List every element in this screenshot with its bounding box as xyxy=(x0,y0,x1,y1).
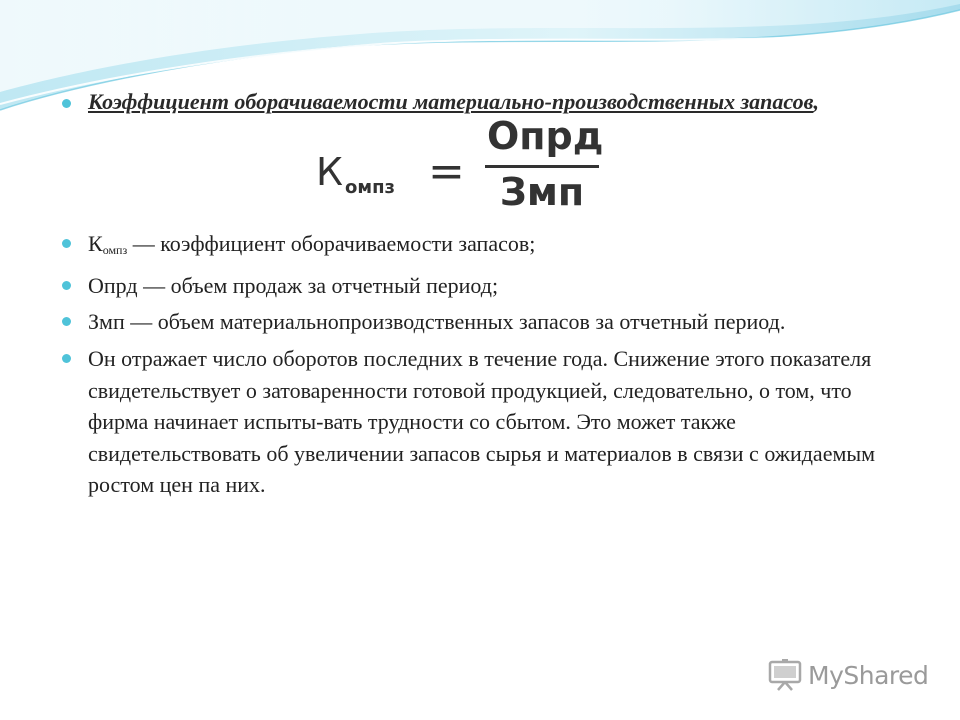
slide-content xyxy=(62,88,922,501)
definition-symbol: К xyxy=(88,231,103,256)
bullet-dot xyxy=(62,354,71,363)
formula-lhs-sub: омпз xyxy=(344,177,395,198)
bullet-dot xyxy=(62,281,71,290)
heading-item xyxy=(62,88,922,116)
formula-lhs xyxy=(316,150,395,198)
formula-equals: = xyxy=(428,146,465,197)
watermark-text: MyShared xyxy=(808,660,929,690)
bullet-dot xyxy=(62,99,71,108)
definition-text: Опрд — объем продаж за отчетный период; xyxy=(88,273,499,298)
definition-item xyxy=(62,306,808,337)
slide-heading xyxy=(88,88,922,116)
heading-suffix: , xyxy=(813,89,819,114)
explanation-paragraph: Он отражает число оборотов последних в течение года. Снижение этого показателя свидетельствует о затоваренности готовой продукцией, следовательно, о том, что фирма начинает испыты-вать трудности со сбытом. Это может также свидетельствовать об увеличении запасов сырья и материалов в связи с ожидаемым ростом цен па них. xyxy=(88,346,876,497)
explanation-item xyxy=(62,343,908,501)
definition-text: — коэффициент оборачиваемости запасов; xyxy=(127,231,536,256)
watermark-logo xyxy=(768,658,928,692)
formula-denominator: Змп xyxy=(499,170,585,214)
definition-item xyxy=(62,270,922,301)
formula-lhs-main: К xyxy=(316,150,343,194)
definition-symbol-sub: омпз xyxy=(102,243,128,257)
turnover-formula xyxy=(62,114,922,228)
definition-text: Змп — объем материальнопроизводственных запасов за отчетный период. xyxy=(88,309,786,334)
heading-underlined-text: Коэффициент оборачиваемости материально-производственных запасов xyxy=(88,89,814,114)
presentation-board-icon xyxy=(768,659,802,691)
definition-item xyxy=(62,228,922,266)
formula-fraction-bar xyxy=(485,165,599,168)
formula-numerator: Опрд xyxy=(487,114,604,158)
bullet-dot xyxy=(62,317,71,326)
bullet-dot xyxy=(62,239,71,248)
